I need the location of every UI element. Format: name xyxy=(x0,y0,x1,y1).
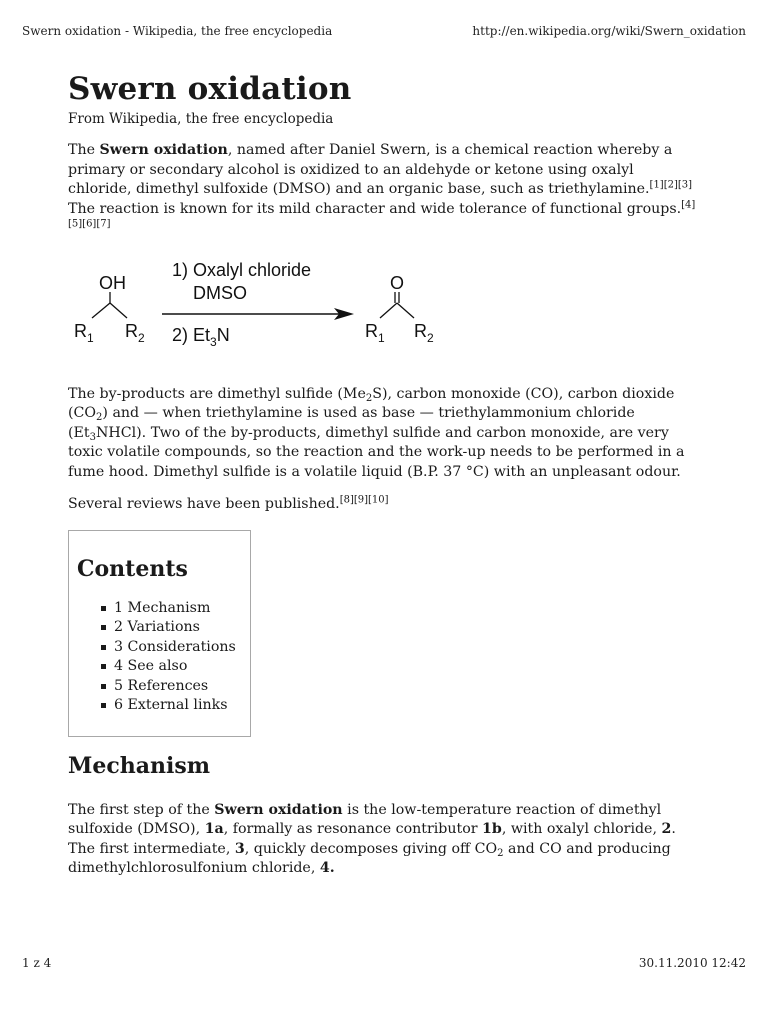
mechanism-paragraph: The first step of the Swern oxidation is the low-temperature reaction of dimethyl sulfoxide (DMSO), 1a, formally as resonance contributor 1b, with oxalyl chloride, 2. The first intermediate, 3, quickly decomposes giving off $CO_2$ and CO and producing dimethylchlorosulfonium chloride, 4. xyxy=(68,801,676,876)
toc-item-variations[interactable]: 2 Variations xyxy=(100,618,250,638)
citation-link[interactable]: [8][9][10] xyxy=(339,494,389,506)
toc-item-references[interactable]: 5 References xyxy=(100,677,250,697)
print-datetime: 30.11.2010 12:42 xyxy=(638,956,746,970)
print-header-url[interactable]: http://en.wikipedia.org/wiki/Swern_oxidation xyxy=(472,24,746,38)
reagent-step1-line2: DMSO xyxy=(193,282,247,303)
print-header-title: Swern oxidation - Wikipedia, the free encyclopedia xyxy=(22,24,333,38)
product-r2-label: $R_2$ xyxy=(414,320,434,345)
article-content xyxy=(68,70,700,879)
toc-item-external-links[interactable]: 6 External links xyxy=(100,696,250,716)
page-indicator: 1 z 4 xyxy=(22,956,52,970)
intro-paragraph: The Swern oxidation, named after Daniel Swern, is a chemical reaction whereby a primary or secondary alcohol is oxidized to an aldehyde or ketone using oxalyl chloride, dimethyl sulfoxide (DMSO) and an organic base, such as triethylamine.[1][2][3] The reaction is known for its mild character and wide tolerance of functional groups.[4][5][6][7] xyxy=(68,142,696,230)
section-heading-mechanism: Mechanism xyxy=(68,752,211,779)
reactant-r1-label: $R_1$ xyxy=(74,320,94,345)
toc-item-mechanism[interactable]: 1 Mechanism xyxy=(100,599,250,619)
reviews-paragraph: Several reviews have been published.[8][9][10] xyxy=(68,494,389,512)
table-of-contents xyxy=(68,530,251,737)
reactant-structure xyxy=(92,292,127,318)
reaction-arrow xyxy=(162,308,354,320)
toc-list xyxy=(77,599,250,716)
reactant-r2-label: $R_2$ xyxy=(125,320,145,345)
citation-link[interactable]: [1][2][3] xyxy=(649,179,693,191)
toc-item-see-also[interactable]: 4 See also xyxy=(100,657,250,677)
toc-item-considerations[interactable]: 3 Considerations xyxy=(100,638,250,658)
product-structure xyxy=(380,292,414,318)
reagent-step2-label: 2) $Et_3N$ xyxy=(172,324,230,349)
byproducts-paragraph: The by-products are dimethyl sulfide $(Me_2S)$, carbon monoxide (CO), carbon dioxide $(CO_2)$ and — when triethylamine is used as base — triethylammonium chloride $(Et_3NHCl)$. Two of the by-products, dimethyl sulfide and carbon monoxide, are very toxic volatile compounds, so the reaction and the work-up needs to be performed in a fume hood. Dimethyl sulfide is a volatile liquid (B.P. 37 °C) with an unpleasant odour. xyxy=(68,385,685,480)
reaction-scheme xyxy=(68,259,468,369)
site-tagline: From Wikipedia, the free encyclopedia xyxy=(68,111,334,127)
product-o-label: O xyxy=(390,272,405,293)
citation-link[interactable]: [4][5][6][7] xyxy=(68,198,696,230)
product-r1-label: $R_1$ xyxy=(365,320,385,345)
reagent-step1-line1: 1) Oxalyl chloride xyxy=(172,259,312,280)
reactant-oh-label: OH xyxy=(99,272,126,293)
toc-title: Contents xyxy=(77,555,188,582)
page-title: Swern oxidation xyxy=(68,71,352,107)
